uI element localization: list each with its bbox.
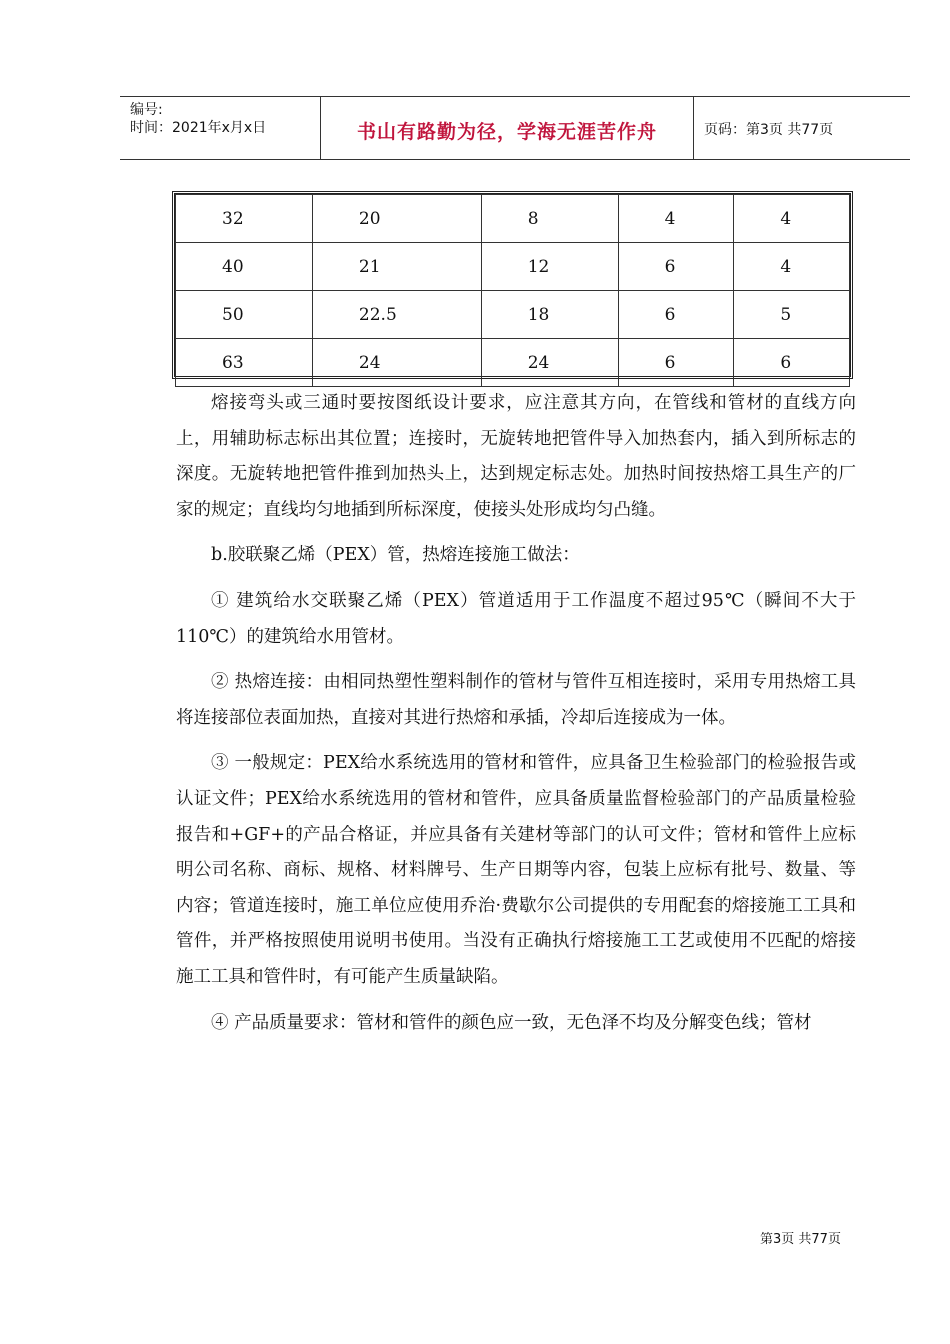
table-cell: 22.5 bbox=[312, 291, 481, 339]
header-page-info: 页码：第3页 共77页 bbox=[704, 122, 834, 138]
table-cell: 20 bbox=[312, 195, 481, 243]
table-cell: 4 bbox=[618, 195, 734, 243]
table-cell: 50 bbox=[176, 291, 313, 339]
table-cell: 24 bbox=[481, 339, 618, 387]
paragraph: 熔接弯头或三通时要按图纸设计要求，应注意其方向，在管线和管材的直线方向上，用辅助标志标出其位置；连接时，无旋转地把管件导入加热套内，插入到所标志的深度。无旋转地把管件推到加热头上，达到规定标志处。加热时间按热熔工具生产的厂家的规定；直线均匀地插到所标深度，使接头处形成均匀凸缝。 bbox=[176, 393, 856, 520]
time-label: 时间：2021年x月x日 bbox=[130, 120, 267, 136]
table-cell: 32 bbox=[176, 195, 313, 243]
table-cell: 6 bbox=[618, 243, 734, 291]
table-row bbox=[176, 339, 850, 387]
paragraph: ① 建筑给水交联聚乙烯（PEX）管道适用于工作温度不超过95℃（瞬间不大于110℃）的建筑给水用管材。 bbox=[176, 590, 856, 647]
table-row bbox=[176, 291, 850, 339]
header-page-cell bbox=[694, 97, 910, 159]
table-cell: 18 bbox=[481, 291, 618, 339]
table-cell: 40 bbox=[176, 243, 313, 291]
body-text bbox=[176, 386, 856, 1051]
header-motto-cell bbox=[321, 97, 694, 159]
table-cell: 6 bbox=[618, 291, 734, 339]
table-cell: 5 bbox=[734, 291, 850, 339]
table-cell: 24 bbox=[312, 339, 481, 387]
motto-text: 书山有路勤为径，学海无涯苦作舟 bbox=[356, 121, 657, 143]
table-row bbox=[176, 195, 850, 243]
paragraph: ③ 一般规定：PEX给水系统选用的管材和管件，应具备卫生检验部门的检验报告或认证文件；PEX给水系统选用的管材和管件，应具备质量监督检验部门的产品质量检验报告和+GF+的产品合格证，并应具备有关建材等部门的认可文件；管材和管件上应标明公司名称、商标、规格、材料牌号、生产日期等内容，包装上应标有批号、数量、等内容；管道连接时，施工单位应使用乔治·费歇尔公司提供的专用配套的熔接施工工具和管件，并严格按照使用说明书使用。当没有正确执行熔接施工工艺或使用不匹配的熔接施工工具和管件时，有可能产生质量缺陷。 bbox=[176, 753, 856, 987]
page-header bbox=[120, 96, 910, 160]
table-cell: 6 bbox=[618, 339, 734, 387]
table-cell: 6 bbox=[734, 339, 850, 387]
table-cell: 4 bbox=[734, 195, 850, 243]
data-table bbox=[172, 191, 853, 379]
table-cell: 4 bbox=[734, 243, 850, 291]
paragraph: ④ 产品质量要求：管材和管件的颜色应一致，无色泽不均及分解变色线；管材 bbox=[211, 1012, 812, 1033]
number-label: 编号: bbox=[130, 102, 163, 118]
table-cell: 8 bbox=[481, 195, 618, 243]
footer-page-info: 第3页 共77页 bbox=[760, 1232, 841, 1247]
table-cell: 12 bbox=[481, 243, 618, 291]
header-meta-cell bbox=[120, 97, 321, 159]
table-cell: 63 bbox=[176, 339, 313, 387]
table-cell: 21 bbox=[312, 243, 481, 291]
table-row bbox=[176, 243, 850, 291]
paragraph: ② 热熔连接：由相同热塑性塑料制作的管材与管件互相连接时，采用专用热熔工具将连接部位表面加热，直接对其进行热熔和承插，冷却后连接成为一体。 bbox=[176, 672, 856, 728]
paragraph: b.胶联聚乙烯（PEX）管，热熔连接施工做法： bbox=[211, 545, 580, 566]
